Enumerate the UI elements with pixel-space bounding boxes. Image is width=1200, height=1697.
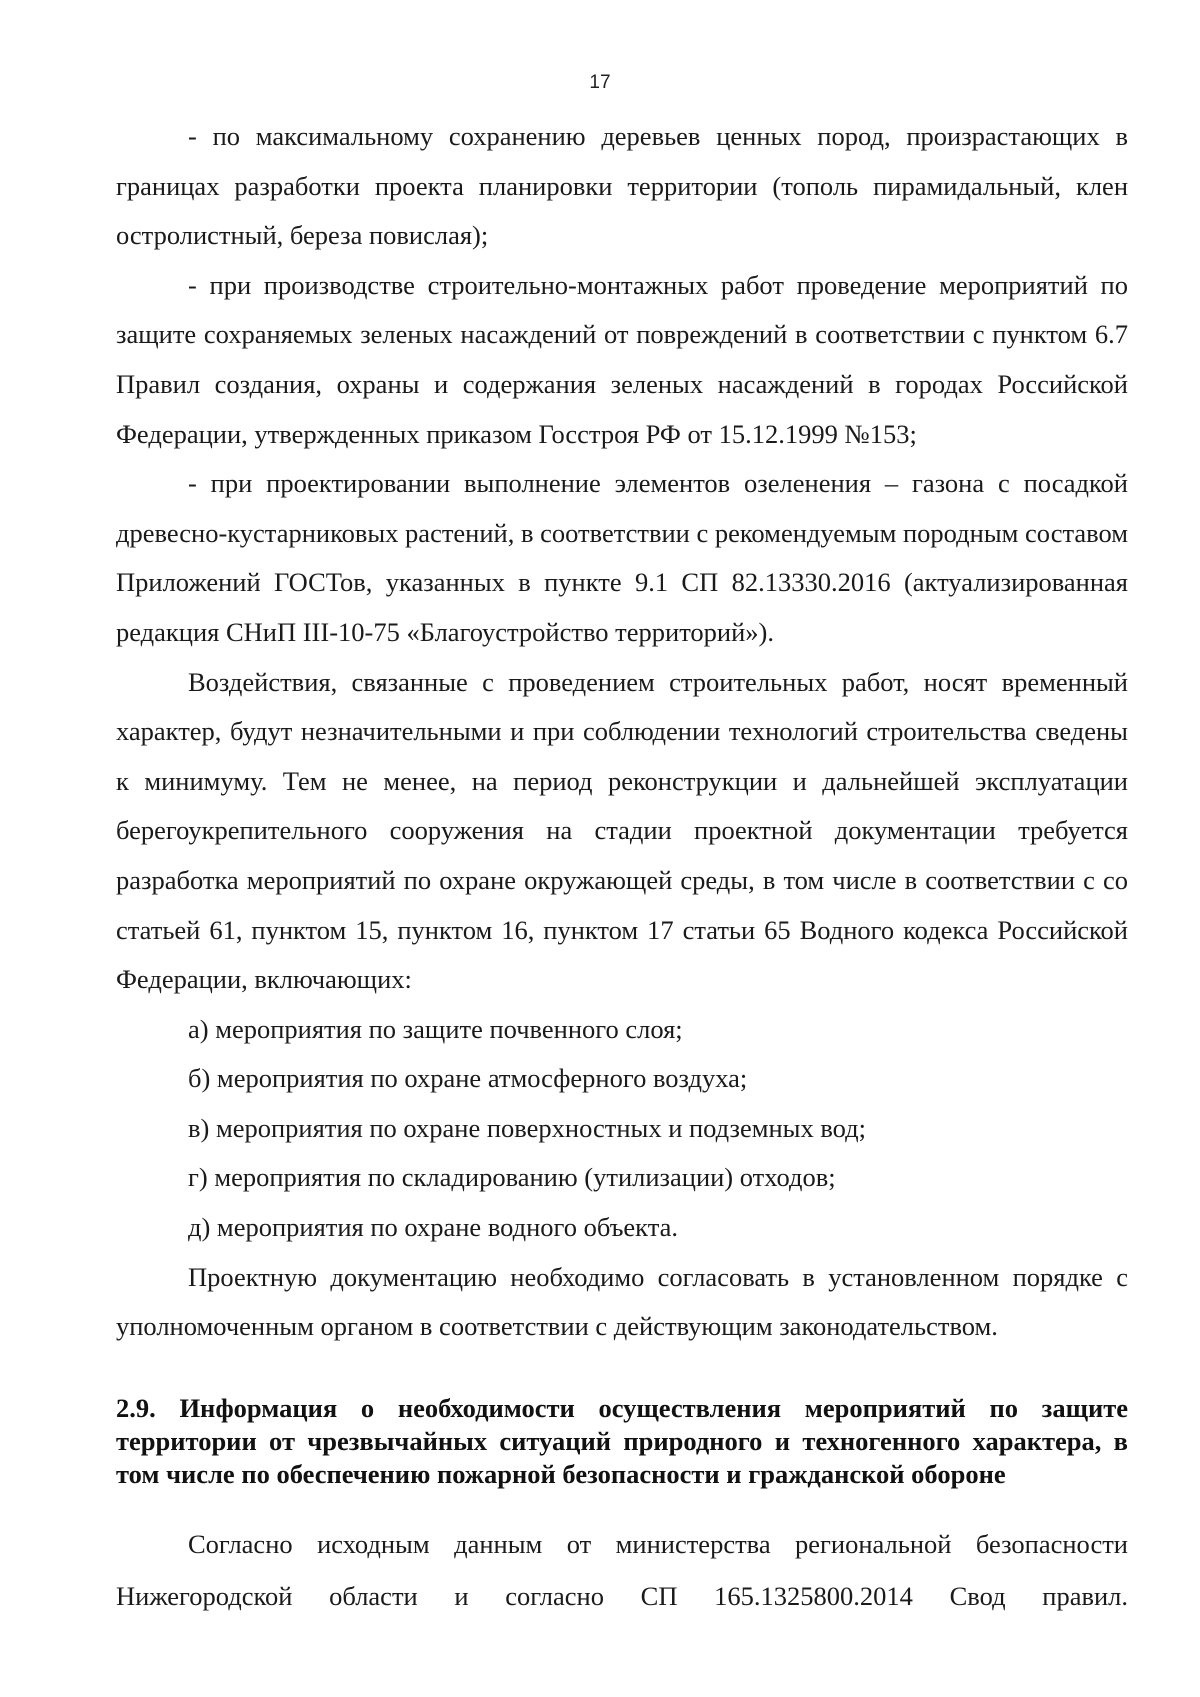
section-heading: 2.9. Информация о необходимости осуществления мероприятий по защите территории от чрезвычайных ситуаций природного и техногенного характера, в том числе по обеспечению пожарной безопасности и гражданской обороне xyxy=(116,1393,1128,1489)
list-item-waste: г) мероприятия по складированию (утилизации) отходов; xyxy=(188,1162,836,1193)
body-text xyxy=(116,112,1128,1352)
paragraph-source-data: Согласно исходным данным от министерства региональной безопасности Нижегородской области и согласно СП 165.1325800.2014 Свод правил. xyxy=(116,1529,1128,1611)
list-item-soil: а) мероприятия по защите почвенного слоя; xyxy=(188,1013,683,1044)
closing-text xyxy=(116,1518,1128,1622)
page-number: 17 xyxy=(589,72,611,93)
list-item-air: б) мероприятия по охране атмосферного воздуха; xyxy=(188,1063,748,1094)
paragraph-approval: Проектную документацию необходимо согласовать в установленном порядке с уполномоченным органом в соответствии с действующим законодательством. xyxy=(116,1261,1128,1342)
list-item-water: в) мероприятия по охране поверхностных и подземных вод; xyxy=(188,1112,867,1143)
paragraph-impacts: Воздействия, связанные с проведением строительных работ, носят временный характер, будут незначительными и при соблюдении технологий строительства сведены к минимуму. Тем не менее, на период реконструкции и дальнейшей эксплуатации берегоукрепительного сооружения на стадии проектной документации требуется разработка мероприятий по охране окружающей среды, в том числе в соответствии с со статьей 61, пунктом 15, пунктом 16, пунктом 17 статьи 65 Водного кодекса Российской Федерации, включающих: xyxy=(116,666,1128,995)
paragraph-construction-protection: - при производстве строительно-монтажных работ проведение мероприятий по защите сохраняемых зеленых насаждений от повреждений в соответствии с пунктом 6.7 Правил создания, охраны и содержания зеленых насаждений в городах Российской Федерации, утвержденных приказом Госстроя РФ от 15.12.1999 №153; xyxy=(116,269,1128,449)
list-item-water-body: д) мероприятия по охране водного объекта. xyxy=(188,1212,678,1243)
paragraph-trees-preservation: - по максимальному сохранению деревьев ценных пород, произрастающих в границах разработки проекта планировки территории (тополь пирамидальный, клен остролистный, береза повислая); xyxy=(116,121,1128,251)
paragraph-landscaping-design: - при проектировании выполнение элементов озеленения – газона с посадкой древесно-кустарниковых растений, в соответствии с рекомендуемым породным составом Приложений ГОСТов, указанных в пункте 9.1 СП 82.13330.2016 (актуализированная редакция СНиП III-10-75 «Благоустройство территорий»). xyxy=(116,468,1128,647)
